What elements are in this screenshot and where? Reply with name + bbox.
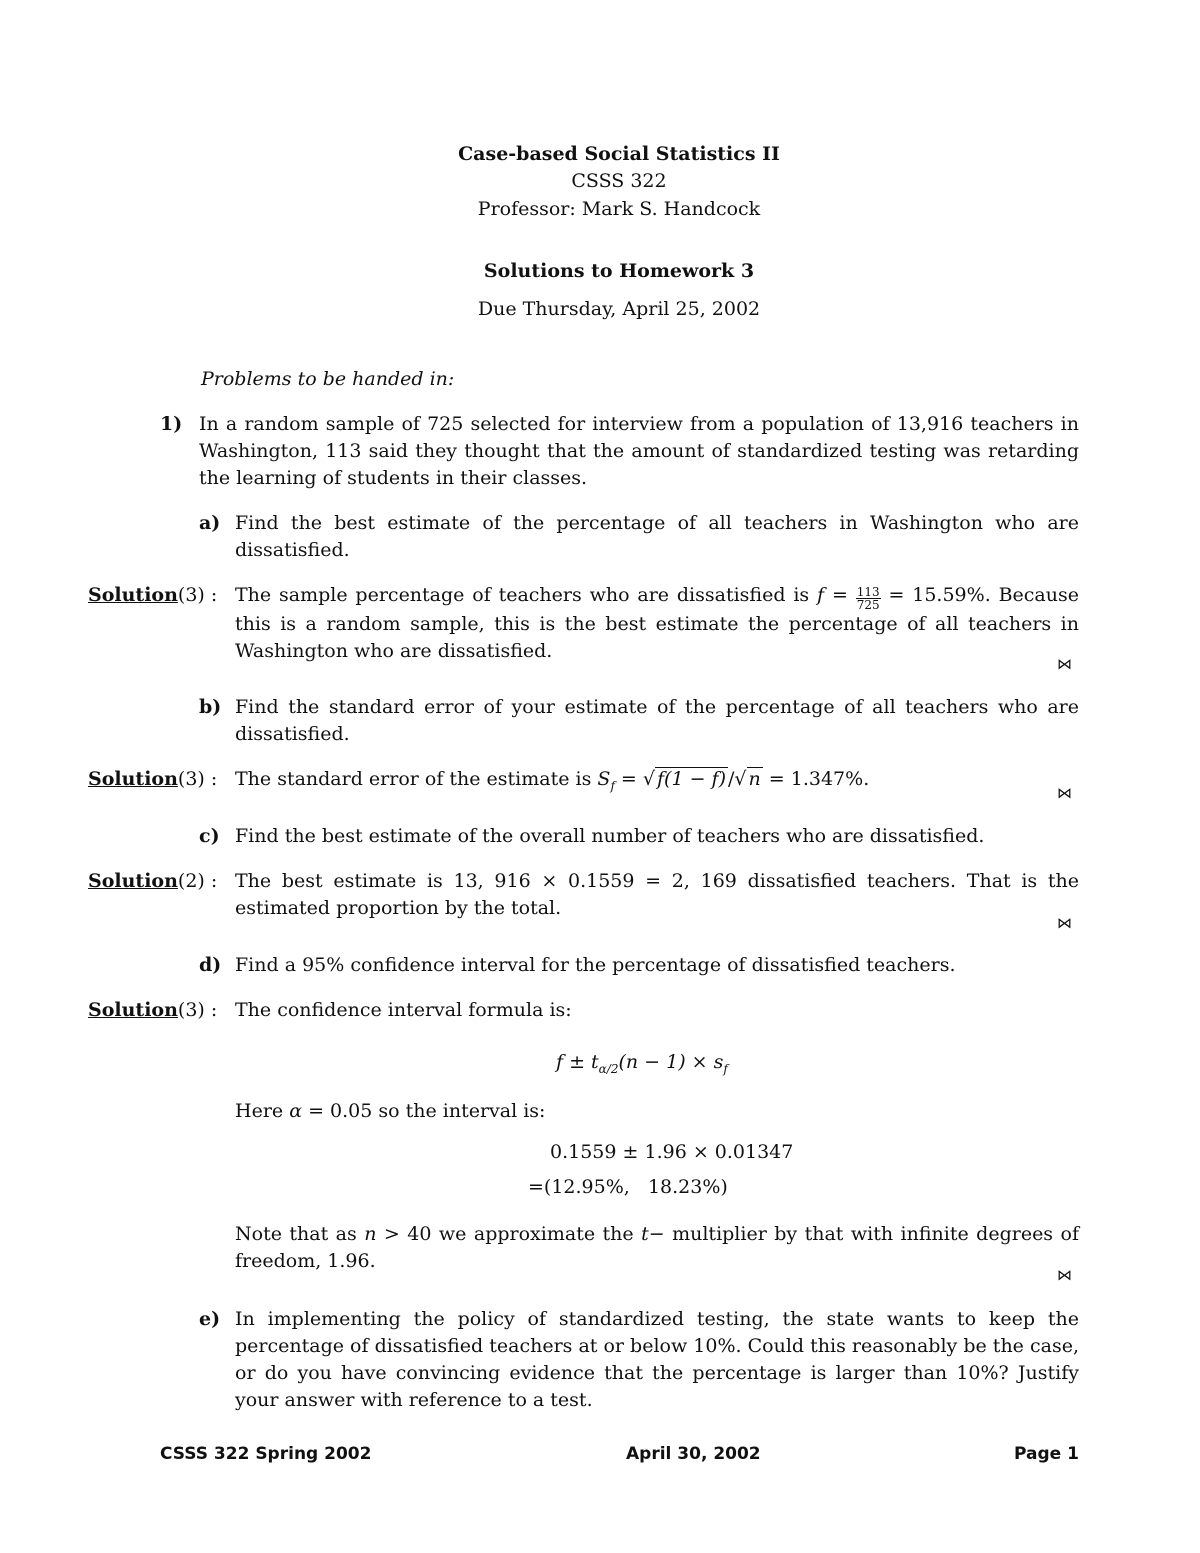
math-alpha: α xyxy=(289,1100,303,1122)
solution-word: Solution xyxy=(88,584,178,606)
math-t: t xyxy=(641,1223,649,1245)
solution-b-result: = 1.347%. xyxy=(762,768,870,790)
solution-points: (2) : xyxy=(177,870,218,892)
alpha-value: = 0.05 so the interval is: xyxy=(302,1100,546,1122)
math-equals: = xyxy=(614,768,643,790)
part-e-question: In implementing the policy of standardized testing, the state wants to keep the percentage of dissatisfied teachers at or below 10%. Could this reasonably be the case, or do you have convincing evidence that the percentage is larger than 10%? Justify your answer with reference to a test. xyxy=(235,1308,1079,1411)
ci-formula xyxy=(556,1049,728,1083)
part-c-label: c) xyxy=(199,825,220,847)
part-b-label: b) xyxy=(199,696,222,718)
solution-word: Solution xyxy=(88,768,178,790)
solution-word: Solution xyxy=(88,870,178,892)
solution-word: Solution xyxy=(88,999,178,1021)
part-d-question: Find a 95% confidence interval for the percentage of dissatisfied teachers. xyxy=(235,954,956,976)
solution-b-text: The standard error of the estimate is $S_f$ = √ f(1 − f) /√ n = 1.347%. xyxy=(235,768,870,793)
qed-bowtie-icon: ⋈ xyxy=(1057,1266,1072,1284)
note-text xyxy=(235,1221,1079,1275)
note-middle: > 40 we approximate the xyxy=(376,1223,634,1245)
calc-line-1: 0.1559 ± 1.96 × 0.01347 xyxy=(550,1141,794,1163)
solution-d-label xyxy=(88,997,234,1024)
math-subscript: f xyxy=(610,778,615,793)
formula-part: (n − 1) × s xyxy=(618,1051,724,1073)
math-slash: / xyxy=(727,768,735,790)
sqrt-n: n xyxy=(748,768,761,790)
solution-b-label xyxy=(88,766,234,793)
solution-c-label xyxy=(88,868,234,895)
problem-number: 1) xyxy=(160,413,183,435)
fraction-numerator: 113 xyxy=(856,585,880,599)
formula-part: f ± t xyxy=(556,1051,599,1073)
part-b-question: Find the standard error of your estimate of the percentage of all teachers who are dissatisfied. xyxy=(235,696,1079,745)
formula-subscript: f xyxy=(723,1061,728,1076)
solution-a-intro: The sample percentage of teachers who are dissatisfied is xyxy=(235,584,810,606)
footer-date: April 30, 2002 xyxy=(626,1444,761,1464)
professor-line: Professor: Mark S. Handcock xyxy=(477,198,761,220)
part-a-question: Find the best estimate of the percentage of all teachers in Washington who are dissatisfied. xyxy=(235,512,1079,561)
sqrt-argument: f(1 − f) xyxy=(657,768,726,790)
solution-points: (3) : xyxy=(177,768,218,790)
calc-line-2: =(12.95%, 18.23%) xyxy=(528,1176,728,1198)
solution-b-intro: The standard error of the estimate is xyxy=(235,768,592,790)
note-intro: Note that as xyxy=(235,1223,357,1245)
math-f: f xyxy=(817,584,825,606)
part-e-label: e) xyxy=(199,1308,221,1330)
part-c-question: Find the best estimate of the overall number of teachers who are dissatisfied. xyxy=(235,825,985,847)
course-code: CSSS 322 xyxy=(571,170,667,192)
solution-a-text xyxy=(235,582,1079,665)
solution-points: (3) : xyxy=(177,584,218,606)
alpha-line xyxy=(235,1098,1079,1125)
math-n: n xyxy=(364,1223,377,1245)
note-end: − multiplier by that with infinite degrees of freedom, 1.96. xyxy=(235,1223,1079,1272)
qed-bowtie-icon: ⋈ xyxy=(1057,784,1072,802)
qed-bowtie-icon: ⋈ xyxy=(1057,914,1072,932)
formula-subscript: α/2 xyxy=(598,1061,619,1076)
fraction xyxy=(856,586,881,611)
solution-c-text: The best estimate is 13, 916 × 0.1559 = 2, 169 dissatisfied teachers. That is the estimated proportion by the total. xyxy=(235,870,1079,919)
part-a-label: a) xyxy=(199,512,221,534)
solution-points: (3) : xyxy=(177,999,218,1021)
part-d-label: d) xyxy=(199,954,222,976)
course-title: Case-based Social Statistics II xyxy=(458,143,780,165)
solution-a-result: = 15.59%. Because this is a random sample, this is the best estimate the percentage of all teachers in Washington who are dissatisfied. xyxy=(235,584,1079,662)
math-equals: = xyxy=(824,584,856,606)
math-s: S xyxy=(597,768,611,790)
due-date: Due Thursday, April 25, 2002 xyxy=(477,298,761,320)
solution-d-intro: The confidence interval formula is: xyxy=(235,999,572,1021)
footer-course: CSSS 322 Spring 2002 xyxy=(160,1444,372,1464)
alpha-here: Here xyxy=(235,1100,284,1122)
document-title: Solutions to Homework 3 xyxy=(483,260,755,282)
problem-text: In a random sample of 725 selected for interview from a population of 13,916 teachers in Washington, 113 said they thought that the amount of standardized testing was retarding the learning of students in their classes. xyxy=(199,413,1079,489)
solution-a-label xyxy=(88,582,234,609)
intro-text: Problems to be handed in: xyxy=(201,368,455,390)
footer-page: Page 1 xyxy=(1014,1444,1079,1464)
qed-bowtie-icon: ⋈ xyxy=(1057,655,1072,673)
fraction-denominator: 725 xyxy=(856,598,880,612)
